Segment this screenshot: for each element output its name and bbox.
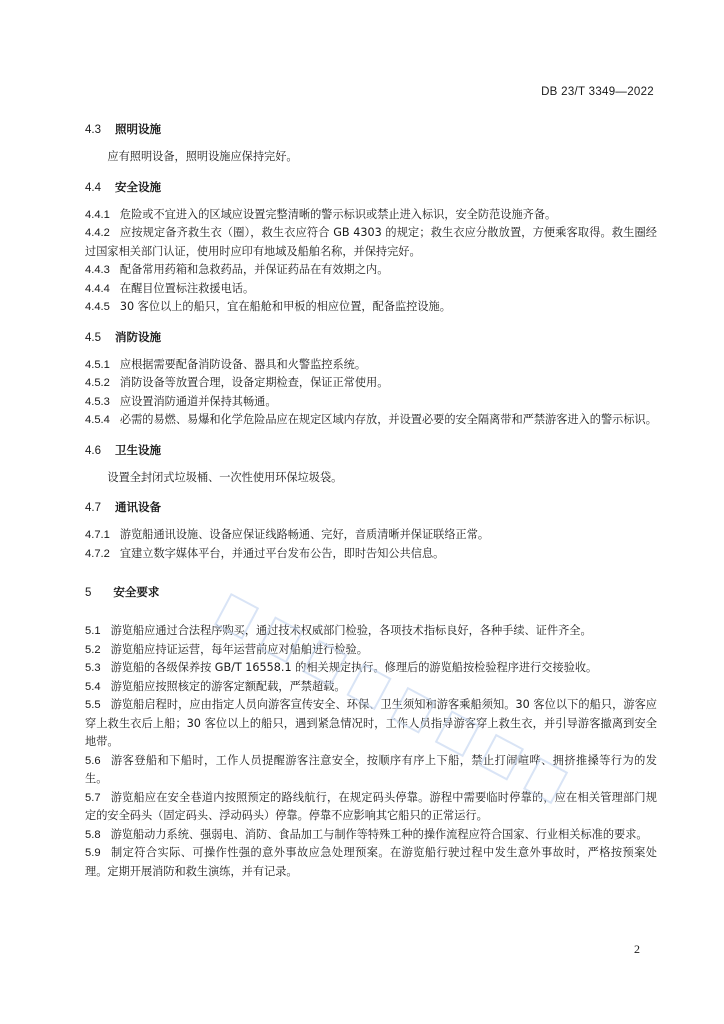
clause-item: 4.5.2 消防设备等放置合理，设备定期检查，保证正常使用。 (85, 376, 389, 389)
clause-item: 4.4.5 30 客位以上的船只，宜在船舱和甲板的相应位置，配备监控设施。 (85, 300, 451, 313)
document-body (85, 120, 657, 881)
section-heading: 4.4 安全设施 (85, 179, 161, 194)
clause-item: 4.5.3 应设置消防通道并保持其畅通。 (85, 394, 277, 408)
clause-item: 4.4.4 在醒目位置标注救援电话。 (85, 281, 255, 295)
standard-code: DB 23/T 3349—2022 (541, 86, 654, 98)
section-heading: 4.7 通讯设备 (85, 500, 161, 514)
clause-item: 5.8 游览船动力系统、强弱电、消防、食品加工与制作等特殊工种的操作流程应符合国家、行业相关标准的要求。 (85, 827, 648, 841)
clause-item: 4.5.4 必需的易燃、易爆和化学危险品应在规定区域内存放，并设置必要的安全隔离带和严禁游客进入的警示标识。 (85, 413, 657, 426)
section-paragraph: 应有照明设备，照明设施应保持完好。 (107, 150, 298, 163)
clause-item: 4.7.1 游览船通讯设施、设备应保证线路畅通、完好，音质清晰并保证联络正常。 (85, 528, 490, 541)
clause-item: 5.2 游览船应持证运营，每年运营前应对船舶进行检验。 (85, 642, 368, 656)
section-heading: 4.6 卫生设施 (85, 442, 161, 457)
clause-item: 5.5 游览船启程时，应由指定人员向游客宣传安全、环保、卫生须知和游客乘船须知。30 客位以下的船只，游客应穿上救生衣后上船；30 客位以上的船只，遇到紧急情况时，工作人员指导游客穿上救生衣，并引导游客撤离到安全地带。 (85, 698, 657, 748)
clause-item: 5.4 游览船应按照核定的游客定额配载，严禁超载。 (85, 679, 346, 693)
clause-item: 4.5.1 应根据需要配备消防设备、器具和火警监控系统。 (85, 357, 367, 371)
clause-item: 5.3 游览船的各级保养按 GB/T 16558.1 的相关规定执行。修理后的游览船按检验程序进行交接验收。 (85, 661, 598, 674)
clause-item: 5.7 游览船应在安全巷道内按照预定的路线航行，在规定码头停靠。游程中需要临时停靠的，应在相关管理部门规定的安全码头（固定码头、浮动码头）停靠。停靠不应影响其它船只的正常运行。 (85, 790, 657, 822)
page-number: 2 (634, 942, 640, 956)
clause-item: 4.7.2 宜建立数字媒体平台，并通过平台发布公告，即时告知公共信息。 (85, 546, 445, 560)
clause-item: 4.4.3 配备常用药箱和急救药品，并保证药品在有效期之内。 (85, 263, 389, 276)
chapter-heading: 5 安全要求 (85, 585, 160, 599)
section-paragraph: 设置全封闭式垃圾桶、一次性使用环保垃圾袋。 (107, 470, 343, 484)
section-heading: 4.3 照明设施 (85, 122, 161, 136)
clause-item: 5.1 游览船应通过合法程序购买，通过技术权威部门检验，各项技术指标良好，各种手续、证件齐全。 (85, 624, 592, 637)
clause-item: 4.4.2 应按规定备齐救生衣（圈），救生衣应符合 GB 4303 的规定；救生衣应分散放置，方便乘客取得。救生圈经过国家相关部门认证，使用时应印有地域及船舶名称，并保持完好。 (85, 226, 657, 258)
clause-item: 4.4.1 危险或不宜进入的区域应设置完整清晰的警示标识或禁止进入标识，安全防范设施齐备。 (85, 207, 557, 221)
clause-item: 5.9 制定符合实际、可操作性强的意外事故应急处理预案。在游览船行驶过程中发生意外事故时，严格按预案处理。定期开展消防和救生演练，并有记录。 (85, 846, 657, 878)
section-heading: 4.5 消防设施 (85, 329, 161, 344)
clause-item: 5.6 游客登船和下船时，工作人员提醒游客注意安全，按顺序有序上下船，禁止打闹喧哗、拥挤推搡等行为的发生。 (85, 753, 657, 785)
